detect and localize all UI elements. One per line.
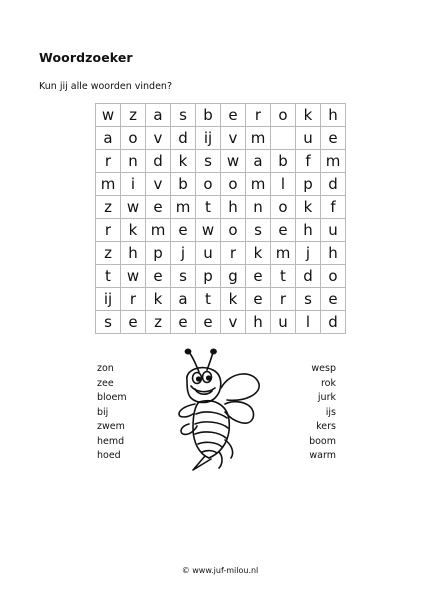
grid-cell: s: [171, 104, 196, 127]
grid-cell: a: [146, 104, 171, 127]
grid-cell: l: [271, 173, 296, 196]
grid-row: [96, 288, 346, 311]
grid-row: [96, 242, 346, 265]
grid-cell: k: [121, 219, 146, 242]
grid-cell: u: [321, 219, 346, 242]
grid-cell: k: [296, 104, 321, 127]
grid-cell: n: [246, 196, 271, 219]
grid-row: [96, 173, 346, 196]
grid-cell: a: [96, 127, 121, 150]
grid-cell: v: [221, 127, 246, 150]
grid-row: [96, 219, 346, 242]
grid-cell: o: [196, 173, 221, 196]
word-item: warm: [309, 450, 336, 461]
grid-cell: f: [296, 150, 321, 173]
word-item: jurk: [317, 392, 336, 403]
grid-row: [96, 265, 346, 288]
grid-cell: e: [271, 219, 296, 242]
word-list-right: [309, 362, 336, 464]
grid-cell: r: [271, 288, 296, 311]
grid-cell: u: [271, 311, 296, 334]
grid-cell: b: [196, 104, 221, 127]
grid-cell: h: [321, 242, 346, 265]
grid-cell: d: [146, 150, 171, 173]
word-item: hoed: [97, 450, 121, 461]
word-item: boom: [309, 435, 336, 447]
word-item: zee: [97, 377, 114, 389]
grid-cell: e: [171, 311, 196, 334]
grid-cell: h: [246, 311, 271, 334]
grid-cell: m: [271, 242, 296, 265]
grid-cell: e: [246, 265, 271, 288]
grid-cell: s: [296, 288, 321, 311]
grid-cell: a: [171, 288, 196, 311]
grid-cell: v: [146, 173, 171, 196]
grid-cell: w: [121, 265, 146, 288]
grid-cell: o: [321, 265, 346, 288]
grid-cell: e: [121, 311, 146, 334]
grid-cell: n: [121, 150, 146, 173]
grid-cell: e: [171, 219, 196, 242]
word-item: zon: [97, 363, 114, 374]
grid-cell: r: [221, 242, 246, 265]
word-item: wesp: [311, 363, 336, 374]
grid-cell: e: [321, 127, 346, 150]
grid-cell: t: [196, 288, 221, 311]
grid-row: [96, 196, 346, 219]
grid-cell: d: [296, 265, 321, 288]
grid-cell: r: [246, 104, 271, 127]
grid-cell: o: [221, 173, 246, 196]
grid-cell: h: [321, 104, 346, 127]
grid-cell: u: [296, 127, 321, 150]
word-list-left: [97, 362, 127, 464]
grid-cell: o: [121, 127, 146, 150]
word-item: kers: [316, 421, 336, 432]
grid-cell: o: [271, 104, 296, 127]
grid-cell: k: [246, 242, 271, 265]
grid-cell: u: [196, 242, 221, 265]
grid-cell: f: [321, 196, 346, 219]
grid-cell: s: [196, 150, 221, 173]
grid-cell: m: [246, 173, 271, 196]
worksheet-title: Woordzoeker: [39, 50, 133, 65]
grid-cell: s: [96, 311, 121, 334]
word-item: rok: [320, 377, 336, 389]
grid-cell: z: [146, 311, 171, 334]
grid-cell: v: [221, 311, 246, 334]
grid-row: [96, 150, 346, 173]
grid-cell: z: [121, 104, 146, 127]
grid-cell: e: [321, 288, 346, 311]
word-item: ijs: [325, 406, 336, 418]
grid-cell: z: [96, 242, 121, 265]
grid-cell: m: [146, 219, 171, 242]
grid-cell: [271, 127, 296, 150]
grid-cell: k: [146, 288, 171, 311]
word-item: bij: [97, 406, 109, 418]
grid-row: [96, 311, 346, 334]
grid-row: [96, 127, 346, 150]
grid-cell: h: [121, 242, 146, 265]
grid-cell: l: [296, 311, 321, 334]
bee-illustration: [165, 348, 270, 478]
word-item: hemd: [97, 435, 125, 447]
grid-cell: r: [96, 219, 121, 242]
grid-cell: b: [171, 173, 196, 196]
grid-cell: e: [146, 196, 171, 219]
word-search-grid: [95, 103, 346, 334]
grid-cell: g: [221, 265, 246, 288]
grid-cell: h: [296, 219, 321, 242]
grid-cell: s: [246, 219, 271, 242]
grid-cell: i: [121, 173, 146, 196]
grid-cell: o: [271, 196, 296, 219]
word-item: zwem: [97, 421, 125, 432]
grid-cell: p: [296, 173, 321, 196]
grid-cell: e: [221, 104, 246, 127]
grid-cell: z: [96, 196, 121, 219]
grid-cell: w: [221, 150, 246, 173]
worksheet-instruction: Kun jij alle woorden vinden?: [39, 81, 172, 92]
grid-cell: t: [196, 196, 221, 219]
grid-cell: e: [196, 311, 221, 334]
grid-cell: w: [121, 196, 146, 219]
grid-cell: w: [96, 104, 121, 127]
footer-credit: © www.juf-milou.nl: [181, 566, 259, 575]
grid-cell: r: [121, 288, 146, 311]
grid-cell: w: [196, 219, 221, 242]
grid-cell: k: [296, 196, 321, 219]
grid-cell: m: [246, 127, 271, 150]
grid-cell: d: [171, 127, 196, 150]
grid-cell: ij: [196, 127, 221, 150]
grid-cell: e: [146, 265, 171, 288]
grid-cell: m: [321, 150, 346, 173]
grid-cell: a: [246, 150, 271, 173]
grid-cell: p: [196, 265, 221, 288]
grid-cell: m: [96, 173, 121, 196]
grid-cell: t: [96, 265, 121, 288]
grid-cell: k: [171, 150, 196, 173]
grid-cell: d: [321, 173, 346, 196]
grid-cell: m: [171, 196, 196, 219]
grid-cell: h: [221, 196, 246, 219]
grid-cell: b: [271, 150, 296, 173]
grid-cell: j: [296, 242, 321, 265]
grid-cell: t: [271, 265, 296, 288]
grid-cell: p: [146, 242, 171, 265]
grid-cell: d: [321, 311, 346, 334]
word-item: bloem: [97, 392, 127, 403]
grid-cell: ij: [96, 288, 121, 311]
grid-cell: o: [221, 219, 246, 242]
grid-cell: j: [171, 242, 196, 265]
grid-cell: k: [221, 288, 246, 311]
grid-cell: e: [246, 288, 271, 311]
grid-cell: s: [171, 265, 196, 288]
grid-cell: r: [96, 150, 121, 173]
grid-cell: v: [146, 127, 171, 150]
grid-row: [96, 104, 346, 127]
